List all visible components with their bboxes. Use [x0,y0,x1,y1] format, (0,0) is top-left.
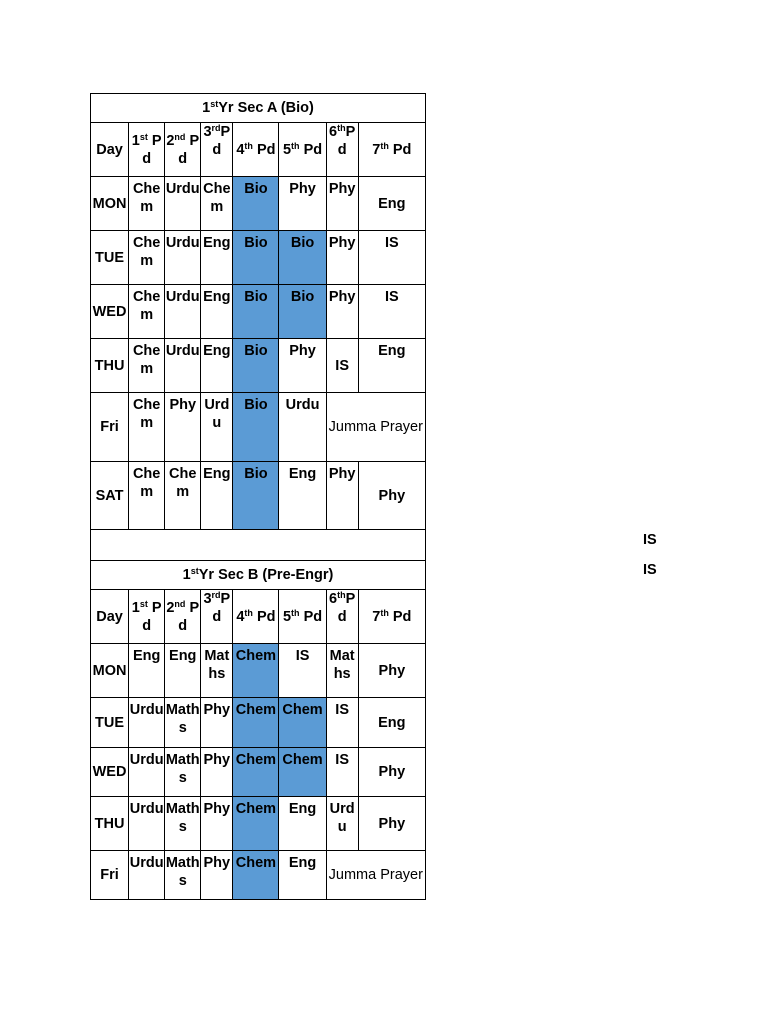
period-cell-highlighted: Bio [279,231,326,285]
period-cell: Chem [201,177,233,231]
period-cell: Urdu [165,177,201,231]
day-cell: MON [91,177,129,231]
period-cell: Maths [165,797,201,851]
period-cell: IS [326,339,358,393]
period-cell: Urdu [165,231,201,285]
period-cell: Phy [201,851,233,900]
period-cell: IS [358,231,425,285]
header-period-1: 1st Pd [129,123,165,177]
table-row [91,748,426,797]
period-cell: Eng [201,462,233,530]
period-cell: Eng [201,285,233,339]
period-cell: Eng [358,698,425,748]
header-period-4: 4th Pd [233,590,279,644]
period-cell: Phy [201,748,233,797]
period-cell-highlighted: Bio [233,339,279,393]
period-cell: Phy [165,393,201,462]
period-cell: Urdu [129,851,165,900]
period-cell: Chem [129,231,165,285]
period-cell: Chem [129,285,165,339]
section-b-title: 1stYr Sec B (Pre-Engr) [91,561,426,590]
day-cell: WED [91,748,129,797]
period-cell: Eng [358,177,425,231]
header-period-7: 7th Pd [358,123,425,177]
day-cell: THU [91,797,129,851]
table-row [91,797,426,851]
period-cell: IS [358,285,425,339]
period-cell: Urdu [201,393,233,462]
period-cell: IS [279,644,326,698]
header-period-2: 2nd Pd [165,123,201,177]
period-cell: Eng [279,797,326,851]
period-cell-highlighted: Bio [233,285,279,339]
table-row [91,177,426,231]
spacer-row [91,530,426,561]
period-cell: Chem [129,462,165,530]
period-cell: Eng [201,339,233,393]
period-cell-highlighted: Chem [233,644,279,698]
period-cell: Urdu [129,748,165,797]
period-cell: Phy [201,698,233,748]
period-cell: Phy [279,339,326,393]
day-cell: TUE [91,231,129,285]
header-period-7: 7th Pd [358,590,425,644]
period-cell: Urdu [279,393,326,462]
period-cell: Phy [326,285,358,339]
day-cell: TUE [91,698,129,748]
period-cell: Maths [201,644,233,698]
period-cell-highlighted: Chem [233,698,279,748]
section-a-title: 1stYr Sec A (Bio) [91,94,426,123]
period-cell: Phy [358,748,425,797]
table-row [91,698,426,748]
header-period-6: 6thPd [326,123,358,177]
period-cell: IS [326,748,358,797]
day-cell: Fri [91,393,129,462]
header-day: Day [91,123,129,177]
timetable-section-a [90,93,426,900]
period-cell: Eng [129,644,165,698]
period-cell: Phy [358,462,425,530]
period-cell: Maths [165,851,201,900]
period-cell-highlighted: Bio [233,462,279,530]
table-row [91,285,426,339]
period-cell-highlighted: Chem [279,698,326,748]
table-row [91,851,426,900]
day-cell: SAT [91,462,129,530]
period-cell: Phy [201,797,233,851]
jumma-prayer-cell: Jumma Prayer [326,393,425,462]
period-cell: Phy [326,177,358,231]
period-cell-highlighted: Bio [233,231,279,285]
jumma-prayer-cell: Jumma Prayer [326,851,425,900]
period-cell: Eng [358,339,425,393]
period-cell-highlighted: Bio [233,393,279,462]
day-cell: Fri [91,851,129,900]
period-cell: Phy [358,644,425,698]
period-cell: Eng [165,644,201,698]
period-cell: Phy [279,177,326,231]
header-period-3: 3rdPd [201,123,233,177]
period-cell: Urdu [165,339,201,393]
period-cell-highlighted: Chem [279,748,326,797]
table-row [91,339,426,393]
period-cell-highlighted: Bio [279,285,326,339]
period-cell-highlighted: Chem [233,851,279,900]
period-cell: Urdu [165,285,201,339]
spacer-cell [91,530,426,561]
table-row [91,644,426,698]
header-day: Day [91,590,129,644]
table-row [91,231,426,285]
period-cell: Maths [165,748,201,797]
header-period-2: 2nd Pd [165,590,201,644]
day-cell: WED [91,285,129,339]
period-cell: IS [326,698,358,748]
header-period-5: 5th Pd [279,590,326,644]
period-cell: Chem [129,393,165,462]
period-cell: Urdu [129,797,165,851]
period-cell: Eng [201,231,233,285]
period-cell: Chem [129,339,165,393]
header-period-1: 1st Pd [129,590,165,644]
period-cell: Urdu [326,797,358,851]
side-note: IS [643,562,657,578]
period-cell: Maths [326,644,358,698]
period-cell: Phy [326,462,358,530]
period-cell-highlighted: Chem [233,748,279,797]
table-row [91,462,426,530]
period-cell-highlighted: Chem [233,797,279,851]
header-period-6: 6thPd [326,590,358,644]
period-cell: Maths [165,698,201,748]
header-period-4: 4th Pd [233,123,279,177]
period-cell: Chem [129,177,165,231]
side-note: IS [643,532,657,548]
period-cell-highlighted: Bio [233,177,279,231]
period-cell: Phy [326,231,358,285]
period-cell: Urdu [129,698,165,748]
header-period-3: 3rdPd [201,590,233,644]
period-cell: Eng [279,462,326,530]
period-cell: Chem [165,462,201,530]
header-period-5: 5th Pd [279,123,326,177]
day-cell: MON [91,644,129,698]
period-cell: Eng [279,851,326,900]
period-cell: Phy [358,797,425,851]
table-row [91,393,426,462]
day-cell: THU [91,339,129,393]
